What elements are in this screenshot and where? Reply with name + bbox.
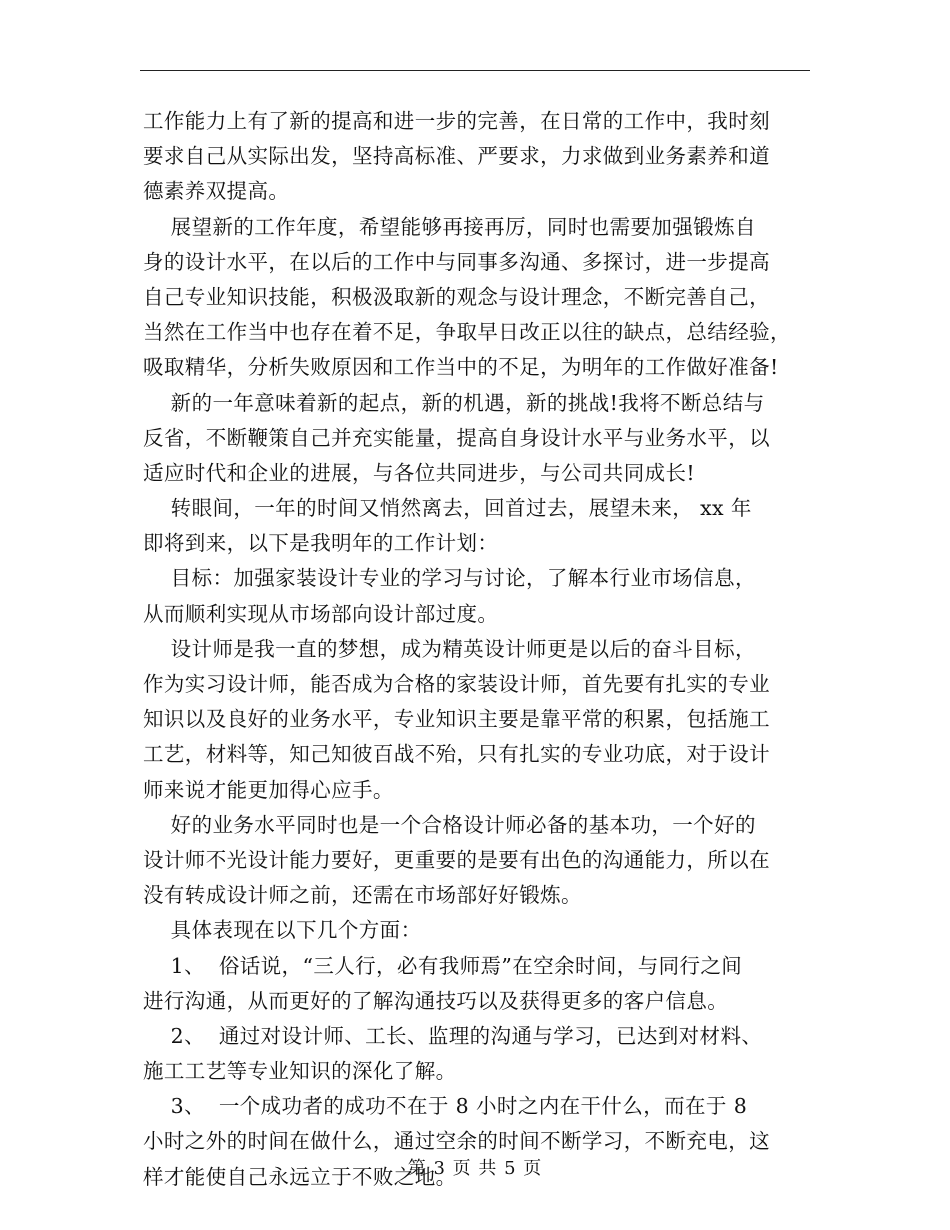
text-line: 工艺，材料等，知己知彼百战不殆，只有扎实的专业功底，对于设计 (143, 742, 770, 767)
text-line: 小时之外的时间在做什么，通过空余的时间不断学习，不断充电，这 (143, 1129, 770, 1154)
text-line: 转眼间，一年的时间又悄然离去，回首过去，展望未来， xx 年 (143, 496, 752, 521)
text-line: 3、 一个成功者的成功不在于 8 小时之内在干什么，而在于 8 (143, 1094, 748, 1119)
text-line: 样才能使自己永远立于不败之地。 (143, 1164, 457, 1189)
text-line: 展望新的工作年度，希望能够再接再厉，同时也需要加强锻炼自 (143, 214, 756, 239)
text-line: 设计师不光设计能力要好，更重要的是要有出色的沟通能力，所以在 (143, 847, 770, 872)
text-line: 具体表现在以下几个方面： (143, 918, 422, 943)
text-line: 身的设计水平，在以后的工作中与同事多沟通、多探讨，进一步提高 (143, 249, 770, 274)
text-line: 1、 俗话说，“三人行，必有我师焉”在空余时间，与同行之间 (143, 953, 743, 978)
text-line: 知识以及良好的业务水平，专业知识主要是靠平常的积累，包括施工 (143, 707, 770, 732)
header-rule (140, 70, 810, 71)
text-line: 反省，不断鞭策自己并充实能量，提高自身设计水平与业务水平，以 (143, 425, 770, 450)
text-line: 作为实习设计师，能否成为合格的家装设计师，首先要有扎实的专业 (143, 672, 770, 696)
text-line: 进行沟通，从而更好的了解沟通技巧以及获得更多的客户信息。 (143, 988, 729, 1013)
text-line: 新的一年意味着新的起点，新的机遇，新的挑战!我将不断总结与 (143, 390, 765, 415)
text-line: 当然在工作当中也存在着不足，争取早日改正以往的缺点，总结经验， (143, 320, 791, 345)
text-line: 自己专业知识技能，积极汲取新的观念与设计理念，不断完善自己， (143, 284, 770, 309)
text-line: 没有转成设计师之前，还需在市场部好好锻炼。 (143, 883, 582, 908)
text-line: 吸取精华，分析失败原因和工作当中的不足，为明年的工作做好准备! (143, 355, 779, 380)
text-line: 即将到来，以下是我明年的工作计划： (143, 531, 499, 556)
text-line: 施工工艺等专业知识的深化了解。 (143, 1059, 457, 1084)
text-line: 好的业务水平同时也是一个合格设计师必备的基本功，一个好的 (143, 812, 756, 837)
document-body (143, 104, 809, 1195)
text-line: 目标：加强家装设计专业的学习与讨论，了解本行业市场信息， (143, 566, 756, 591)
text-line: 适应时代和企业的进展，与各位共同进步，与公司共同成长! (143, 460, 696, 485)
text-line: 从而顺利实现从市场部向设计部过度。 (143, 601, 499, 626)
page-number: 第 3 页 共 5 页 (407, 1158, 543, 1179)
text-line: 要求自己从实际出发，坚持高标准、严要求，力求做到业务素养和道 (143, 144, 770, 169)
text-line: 师来说才能更加得心应手。 (143, 777, 394, 802)
text-line: 2、 通过对设计师、工长、监理的沟通与学习，已达到对材料、 (143, 1023, 763, 1048)
text-line: 工作能力上有了新的提高和进一步的完善，在日常的工作中，我时刻 (143, 109, 770, 133)
text-line: 设计师是我一直的梦想，成为精英设计师更是以后的奋斗目标， (143, 636, 756, 661)
text-line: 德素养双提高。 (143, 179, 290, 204)
